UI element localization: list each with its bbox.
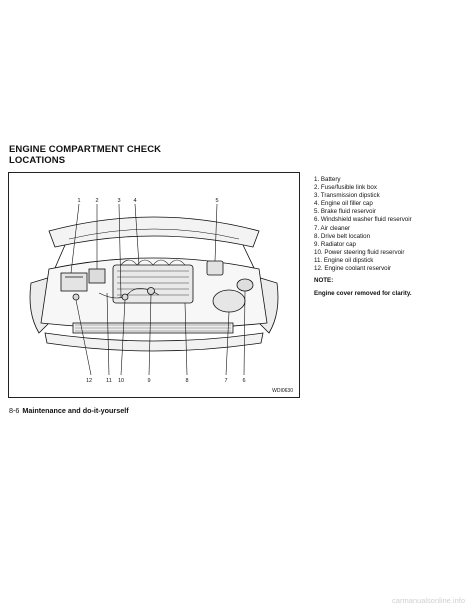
legend-item: 9. Radiator cap: [314, 240, 356, 248]
callout-9: 9: [147, 378, 151, 384]
engine-compartment-figure: [8, 172, 300, 398]
callout-10: 10: [117, 378, 125, 384]
legend-item: 11. Engine oil dipstick: [314, 256, 374, 264]
callout-8: 8: [185, 378, 189, 384]
legend-item: 1. Battery: [314, 176, 341, 183]
engine-illustration: [9, 173, 299, 397]
section-name: Maintenance and do-it-yourself: [22, 406, 129, 415]
section-title-line-1: ENGINE COMPARTMENT CHECK: [9, 144, 162, 155]
legend-item: 8. Drive belt location: [314, 232, 371, 240]
legend-item: 4. Engine oil filler cap: [314, 200, 373, 208]
legend-item: 5. Brake fluid reservoir: [314, 208, 376, 216]
section-title-line-2: LOCATIONS: [9, 154, 66, 166]
callout-2: 2: [95, 198, 99, 204]
callout-12: 12: [85, 378, 93, 384]
page-number: 8-6: [9, 406, 20, 415]
legend-item: 3. Transmission dipstick: [314, 192, 380, 200]
callout-5: 5: [215, 198, 219, 204]
watermark: carmanualsonline.info: [392, 596, 465, 605]
legend-item: 7. Air cleaner: [314, 224, 351, 232]
note-heading: NOTE:: [314, 277, 334, 284]
legend-item: 6. Windshield washer fluid reservoir: [314, 216, 412, 224]
legend-item: 2. Fuse/fusible link box: [314, 184, 377, 192]
callout-4: 4: [133, 198, 137, 204]
legend-item: 10. Power steering fluid reservoir: [314, 248, 405, 256]
callout-6: 6: [242, 378, 246, 384]
legend-item: 12. Engine coolant reservoir: [314, 265, 392, 273]
callout-11: 11: [106, 378, 112, 384]
callout-7: 7: [224, 378, 228, 384]
component-legend: [314, 176, 412, 273]
callout-1: 1: [77, 198, 81, 204]
callout-3: 3: [117, 198, 121, 204]
figure-code: WDI0630: [272, 388, 293, 394]
section-title: [9, 145, 269, 166]
note-text: Engine cover removed for clarity.: [314, 290, 412, 297]
page-footer: [9, 406, 129, 415]
